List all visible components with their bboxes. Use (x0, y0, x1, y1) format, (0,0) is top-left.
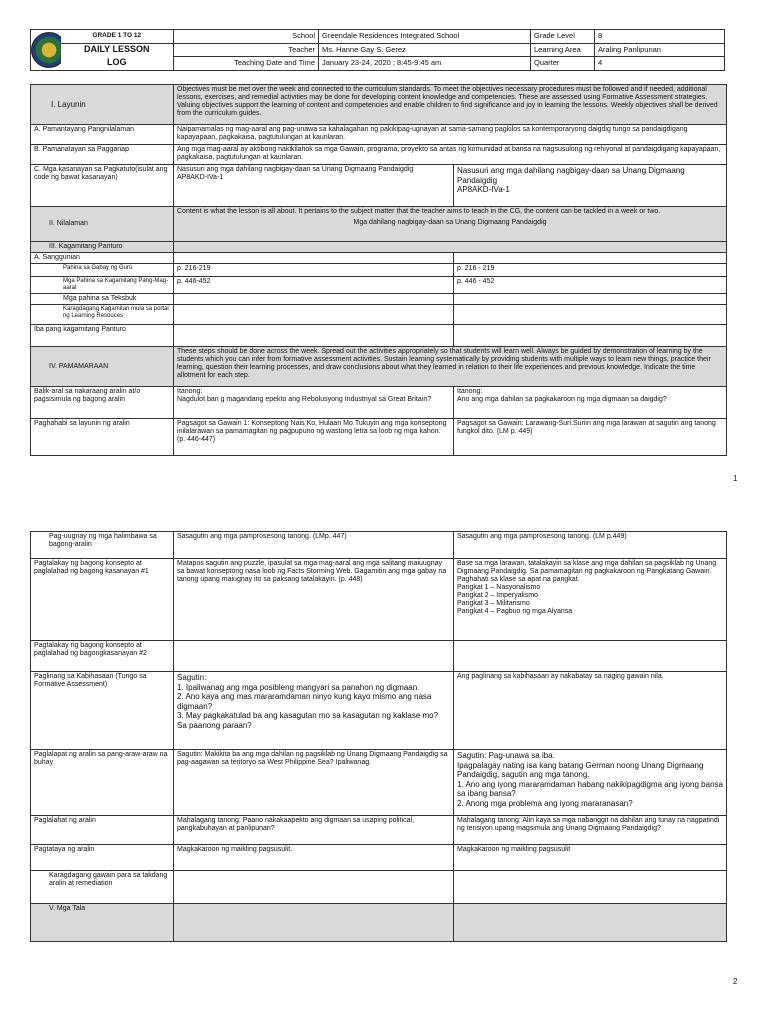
kabihasaan-col2: Ang paglinang sa kabihasaan ay nakabatay sa naging gawain nila. (454, 672, 727, 750)
log-title-1: DAILY LESSON (61, 43, 174, 57)
pagtataya-col1: Magkakaroon ng maikling pagsusulit. (174, 845, 454, 871)
paglalahat-label: Paglalahat ng aralin (31, 816, 174, 845)
teacher-label: Teacher (174, 43, 319, 57)
kabihasaan-label: Paglinang sa Kabihasaan (Tungo sa Formative Assessment) (31, 672, 174, 750)
layunin-label: I. Layunin (31, 85, 174, 125)
seal-cell (31, 30, 61, 71)
pagtalakay-1-col1: Matapos sagutin ang puzzle, ipasulat sa mga mag-aaral ang mga salitang maiuugnay sa bawat konseptong nasa loob ng Facts Storming Web. Gagamitin ang mga gabay na tanong upang maiugnay ito sa paksang tatalakayin. (p. 448) (174, 559, 454, 641)
sanggunian-label: A. Sanggunian (31, 253, 174, 264)
grade-value: 8 (595, 30, 725, 44)
takdang-aralin-col2 (454, 871, 727, 904)
iba-pang-kagamitan-1 (174, 325, 454, 347)
takdang-aralin-col1 (174, 871, 454, 904)
sanggunian-cell-1 (174, 253, 454, 264)
kasanayan-text-2: Nasusuri ang mga dahilang nagbigay-daan sa Unang Digmaang Pandaigdig (457, 166, 685, 185)
kasanayan-code-2: AP8AKD-IVa-1 (457, 185, 510, 194)
pagtalakay-2-col1 (174, 641, 454, 672)
learning-resources-label: Karagdagang Kagamitan mula sa portal ng Learning Resouces (31, 305, 174, 325)
nilalaman-label: II. Nilalaman (31, 207, 174, 242)
pagtalakay-1-label: Pagtalakay ng bagong konsepto at paglalahad ng bagong kasanayan #1 (31, 559, 174, 641)
paglalapat-col2: Sagutin: Pag-unawa sa iba. Ipagpalagay nating isa kang batang German noong Unang Digmaang Pandaigdig, sagutin ang mga tanong. 1. Ano ang iyong mararamdaman habang nakikipagdigma ang iyong bansa sa ibang bansa? 2. Anong mga problema ang iyong mararanasan? (454, 750, 727, 816)
pagtalakay-2-label: Pagtalakay ng bagong konsepto at paglalahad ng bagongkasanayan #2 (31, 641, 174, 672)
kasanayan-cell-2 (454, 165, 727, 207)
dll-table-page-1 (30, 84, 727, 456)
kagamitan-label: III. Kagamitang Panturo (31, 242, 174, 253)
pamamaraan-note: These steps should be done across the week. Spread out the activities appropriately so that students will learn well. Always be guided by demonstration of learning by the students which you can infer from formative assessment activities. Sustain learning systematically by providing students with multiple ways to learn new things, practice their learning, question their learning processes, and draw conclusions about what they learned in relation to their life experiences and previous knowledge. Indicate the time allotment for each step. (174, 347, 727, 387)
quarter-value: 4 (595, 57, 725, 71)
iba-pang-kagamitan-label: Iba pang kagamitang Panturo (31, 325, 174, 347)
gabay-guro-1: p. 216-219 (174, 264, 454, 277)
sanggunian-cell-2 (454, 253, 727, 264)
page-number-1: 1 (733, 474, 738, 483)
paghahabi-1: Pagsagot sa Gawain 1: Konseptong Nais Ko, Hulaan Mo.Tukuyin ang mga konseptong inilalarawan sa pamamagitan ng pagpupuno ng wastong letra sa loob ng mga kahon. (p. 446-447) (174, 419, 454, 456)
header-table (30, 29, 725, 71)
balik-aral-2: Itanong: Ano ang mga dahilan sa pagkakaroon ng mga digmaan sa daigdig? (454, 387, 727, 419)
nilalaman-note: Content is what the lesson is all about. It pertains to the subject matter that the teacher aims to teach in the CG, the content can be tackled in a week or two. (177, 208, 661, 215)
deped-seal-icon (31, 32, 61, 68)
mga-tala-label: V. Mga Tala (31, 904, 174, 942)
teksbuk-1 (174, 294, 454, 305)
quarter-label: Quarter (531, 57, 595, 71)
nilalaman-cell (174, 207, 727, 242)
teksbuk-label: Mga pahina sa Teksbuk (31, 294, 174, 305)
pagtalakay-1-col2: Base sa mga larawan, tatalakayin sa klase ang mga dahilan sa pagsiklab ng Unang Digmaang Pandaigdig. Sa pamamagitan ng pagkakaroon ng Pangkatang Gawain. Paghahati sa klase sa apat na pangkat. Pangkat 1 – Nasyonalismo Pangkat 2 – Imperyalismo Pangkat 3 – Militarismo Pangkat 4 – Pagbuo ng mga Alyansa (454, 559, 727, 641)
pagtataya-label: Pagtataya ng aralin (31, 845, 174, 871)
pagtalakay-2-col2 (454, 641, 727, 672)
paghahabi-label: Paghahabi sa layunin ng aralin (31, 419, 174, 456)
learning-resources-1 (174, 305, 454, 325)
kagamitang-lm-1: p. 446-452 (174, 277, 454, 294)
teksbuk-2 (454, 294, 727, 305)
layunin-text: Objectives must be met over the week and connected to the curriculum standards. To meet the objectives necessary procedures must be followed and if needed, additional lessons, exercises, and remedial activities may be done for developing content knowledge and competencies. These are assessed using Formative Assessment strategies. Valuing objectives support the learning of content and competencies and enable children to find significance and joy in learning the lessons. Weekly objectives shall be derived from the curriculum guides. (174, 85, 727, 125)
area-label: Learning Area (531, 43, 595, 57)
kasanayan-text-1: Nasusuri ang mga dahilang nagbigay-daan sa Unang Digmaang Pandaigdig (177, 166, 414, 173)
school-value: Greendale Residences Integrated School (319, 30, 531, 44)
pag-uugnay-label: Pag-uugnay ng mga halimbawa sa bagong-aralin (31, 532, 174, 559)
balik-aral-label: Balik-aral sa nakaraang aralin at/o pagsisimula ng bagong aralin (31, 387, 174, 419)
pamantayang-label: A. Pamantayang Pangnilalaman (31, 125, 174, 145)
paglalapat-col1: Sagutin: Makikita ba ang mga dahilan ng pagsiklab ng Unang Digmaang Pandaigdig sa pag-aagawan sa teritoryo sa West Philippine Sea? Ipaliwanag. (174, 750, 454, 816)
kasanayan-code-1: AP8AKD-IVa-1 (177, 174, 224, 181)
kagamitan-fill (174, 242, 727, 253)
nilalaman-topic: Mga dahilang nagbigay-daan sa Unang Digmaang Pandaigdig (353, 219, 547, 226)
paglalapat-label: Paglalapat ng aralin sa pang-araw-araw na buhay (31, 750, 174, 816)
balik-aral-1: Itanong: Nagdulot ban g magandang epekto ang Rebolusyong Industriyal sa Great Britain? (174, 387, 454, 419)
kabihasaan-col1: Sagutin: 1. Ipaliwanag ang mga posibleng mangyari sa panahon ng digmaan 2. Ano kaya ang mas mararamdaman ninyo kung kayo mismo ang nasa digmaan? 3. May pagkakatulad ba ang kasagutan mo sa kasagutan ng kaklase mo? Sa paanong paraan? (174, 672, 454, 750)
pag-uugnay-1: Sasagutin ang mga pamprosesong tanong. (LMp. 447) (174, 532, 454, 559)
kasanayan-label: C. Mga kasanayan sa Pagkatuto(isulat ang code ng bawat kasanayan) (31, 165, 174, 207)
iba-pang-kagamitan-2 (454, 325, 727, 347)
pag-uugnay-2: Sasagutin ang mga pamprosesong tanong. (LM p.449) (454, 532, 727, 559)
mga-tala-col2 (454, 904, 727, 942)
area-value: Araling Panlipunan (595, 43, 725, 57)
kasanayan-cell-1 (174, 165, 454, 207)
gabay-guro-2: p. 216 - 219 (454, 264, 727, 277)
kagamitang-lm-2: p. 446 - 452 (454, 277, 727, 294)
kagamitang-lm-label: Mga Pahina sa Kagamitang Pang-Mag-aaral (31, 277, 174, 294)
paglalahat-col2: Mahalagang tanong: Alin kaya sa mga nabanggit na dahilan ang tunay na nagpatindi ng tensiyon upang magsimula ang Unang Digmaang Pandaigdig? (454, 816, 727, 845)
gabay-guro-label: Pahina sa Gabay ng Guro (31, 264, 174, 277)
learning-resources-2 (454, 305, 727, 325)
mga-tala-col1 (174, 904, 454, 942)
school-label: School (174, 30, 319, 44)
paglalahat-col1: Mahalagang tanong: Paano nakakaapekto ang digmaan sa usaping political, pangkabuhayan at panlipunan? (174, 816, 454, 845)
date-value: January 23-24, 2020 ; 8:45-9:45 am (319, 57, 531, 71)
takdang-aralin-label: Karagdagang gawain para sa takdang aralin at remediation (31, 871, 174, 904)
grade-label: Grade Level (531, 30, 595, 44)
date-label: Teaching Date and Time (174, 57, 319, 71)
dll-table-page-2 (30, 531, 727, 942)
paghahabi-2: Pagsagot sa Gawain: Larawang-Suri.Suriin ang mga larawan at sagutin ang tanong fungkol dito. (LM p. 449) (454, 419, 727, 456)
pamantayang-text: Naipamamalas ng mag-aaral ang pag-unawa sa kahalagahan ng pakikipag-ugnayan at sama-samang pagkilos sa kontemporaryong daigdig tungo sa pandaigdigang kapayapaan, pagkakaisa, pagtutulungan at kaunlaran. (174, 125, 727, 145)
pagganap-label: B. Pamanatayan sa Pagganap (31, 145, 174, 165)
teacher-value: Ms. Hanne Gay S. Gerez (319, 43, 531, 57)
pagganap-text: Ang mga mag-aaral ay aktibong nakikilahok sa mga Gawain, programa, proyekto sa antas ng komunidad at bansa na nagsusulong ng rehiyonal at pandaigdigang kapayapaan, pagkakaisa, pagtutulungan at kaunlaran. (174, 145, 727, 165)
grade-title: GRADE 1 TO 12 (61, 30, 174, 44)
pamamaraan-label: IV. PAMAMARAAN (31, 347, 174, 387)
log-title-2: LOG (61, 57, 174, 71)
page-number-2: 2 (733, 977, 738, 986)
pagtataya-col2: Magkakaroon ng maikling pagsusulit (454, 845, 727, 871)
